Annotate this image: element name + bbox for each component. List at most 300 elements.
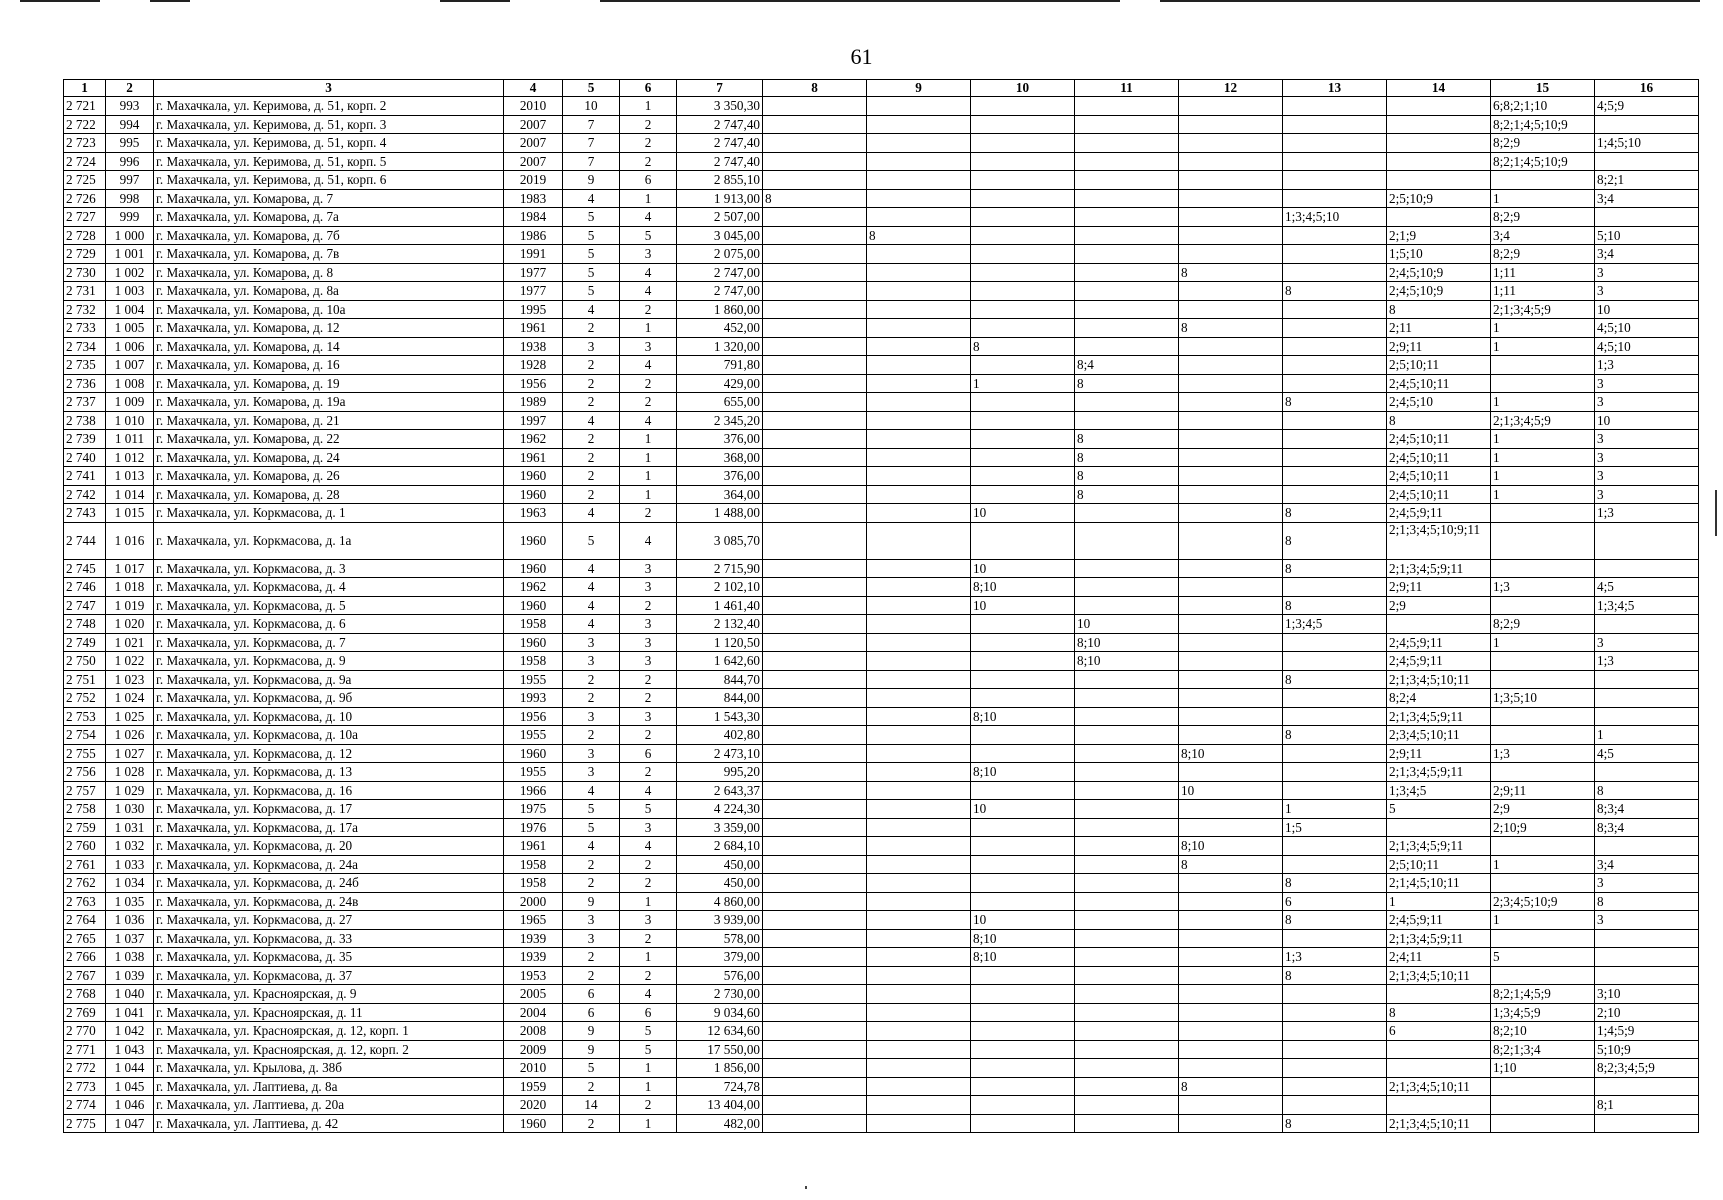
cell-col-15: 1 xyxy=(1491,467,1595,486)
cell-col-9 xyxy=(867,615,971,634)
cell-col-14 xyxy=(1387,134,1491,153)
cell-col-6: 2 xyxy=(620,874,677,893)
cell-col-12: 8 xyxy=(1179,855,1283,874)
cell-col-12 xyxy=(1179,707,1283,726)
cell-col-8 xyxy=(763,393,867,412)
cell-col-9 xyxy=(867,763,971,782)
cell-col-1: 2 736 xyxy=(64,374,106,393)
cell-col-3: г. Махачкала, ул. Комарова, д. 24 xyxy=(154,448,504,467)
cell-col-6: 3 xyxy=(620,578,677,597)
table-row xyxy=(64,1022,1699,1041)
cell-col-6: 6 xyxy=(620,1003,677,1022)
cell-col-12 xyxy=(1179,430,1283,449)
cell-col-3: г. Махачкала, ул. Комарова, д. 28 xyxy=(154,485,504,504)
cell-col-8 xyxy=(763,504,867,523)
cell-col-1: 2 763 xyxy=(64,892,106,911)
cell-col-4: 1939 xyxy=(504,948,563,967)
cell-col-14: 2;1;3;4;5;9;11 xyxy=(1387,707,1491,726)
table-row xyxy=(64,559,1699,578)
cell-col-5: 2 xyxy=(563,485,620,504)
cell-col-7: 3 045,00 xyxy=(677,226,763,245)
cell-col-16: 3;4 xyxy=(1595,855,1699,874)
cell-col-6: 1 xyxy=(620,1114,677,1133)
cell-col-6: 2 xyxy=(620,504,677,523)
cell-col-16: 10 xyxy=(1595,411,1699,430)
cell-col-2: 996 xyxy=(106,152,154,171)
cell-col-5: 9 xyxy=(563,1040,620,1059)
cell-col-10 xyxy=(971,115,1075,134)
cell-col-16: 3 xyxy=(1595,393,1699,412)
cell-col-9 xyxy=(867,800,971,819)
cell-col-1: 2 755 xyxy=(64,744,106,763)
cell-col-13 xyxy=(1283,744,1387,763)
cell-col-3: г. Махачкала, ул. Лаптиева, д. 8а xyxy=(154,1077,504,1096)
cell-col-9 xyxy=(867,430,971,449)
cell-col-10 xyxy=(971,1040,1075,1059)
cell-col-6: 4 xyxy=(620,985,677,1004)
cell-col-2: 1 006 xyxy=(106,337,154,356)
cell-col-1: 2 766 xyxy=(64,948,106,967)
cell-col-8 xyxy=(763,485,867,504)
cell-col-8 xyxy=(763,763,867,782)
cell-col-6: 3 xyxy=(620,337,677,356)
cell-col-5: 4 xyxy=(563,504,620,523)
cell-col-1: 2 760 xyxy=(64,837,106,856)
cell-col-12 xyxy=(1179,152,1283,171)
cell-col-7: 2 747,00 xyxy=(677,263,763,282)
cell-col-8 xyxy=(763,208,867,227)
cell-col-6: 1 xyxy=(620,485,677,504)
cell-col-4: 2000 xyxy=(504,892,563,911)
cell-col-6: 1 xyxy=(620,948,677,967)
cell-col-14: 2;1;3;4;5;9;11 xyxy=(1387,559,1491,578)
cell-col-12 xyxy=(1179,1096,1283,1115)
cell-col-2: 1 024 xyxy=(106,689,154,708)
cell-col-14: 2;1;3;4;5;10;11 xyxy=(1387,1114,1491,1133)
cell-col-11 xyxy=(1075,800,1179,819)
cell-col-1: 2 738 xyxy=(64,411,106,430)
cell-col-3: г. Махачкала, ул. Коркмасова, д. 35 xyxy=(154,948,504,967)
cell-col-9 xyxy=(867,670,971,689)
cell-col-5: 3 xyxy=(563,652,620,671)
cell-col-9 xyxy=(867,781,971,800)
cell-col-1: 2 730 xyxy=(64,263,106,282)
cell-col-14 xyxy=(1387,171,1491,190)
cell-col-15: 1 xyxy=(1491,911,1595,930)
cell-col-13 xyxy=(1283,300,1387,319)
cell-col-12 xyxy=(1179,282,1283,301)
top-scan-rule xyxy=(20,0,100,2)
cell-col-8 xyxy=(763,430,867,449)
cell-col-4: 1986 xyxy=(504,226,563,245)
cell-col-13: 8 xyxy=(1283,726,1387,745)
cell-col-8: 8 xyxy=(763,189,867,208)
cell-col-2: 1 034 xyxy=(106,874,154,893)
cell-col-10 xyxy=(971,189,1075,208)
cell-col-13 xyxy=(1283,1040,1387,1059)
cell-col-14: 2;4;5;10;11 xyxy=(1387,467,1491,486)
column-header-2: 2 xyxy=(106,80,154,97)
cell-col-5: 4 xyxy=(563,189,620,208)
cell-col-6: 1 xyxy=(620,448,677,467)
cell-col-7: 2 747,40 xyxy=(677,115,763,134)
cell-col-12 xyxy=(1179,356,1283,375)
cell-col-7: 2 747,40 xyxy=(677,134,763,153)
cell-col-11 xyxy=(1075,152,1179,171)
cell-col-1: 2 726 xyxy=(64,189,106,208)
cell-col-10: 1 xyxy=(971,374,1075,393)
cell-col-15: 8;2;1;4;5;10;9 xyxy=(1491,152,1595,171)
cell-col-9 xyxy=(867,171,971,190)
cell-col-4: 1983 xyxy=(504,189,563,208)
cell-col-7: 1 860,00 xyxy=(677,300,763,319)
cell-col-8 xyxy=(763,374,867,393)
cell-col-7: 364,00 xyxy=(677,485,763,504)
cell-col-4: 1958 xyxy=(504,874,563,893)
cell-col-9: 8 xyxy=(867,226,971,245)
table-row xyxy=(64,245,1699,264)
cell-col-4: 1960 xyxy=(504,522,563,559)
column-header-14: 14 xyxy=(1387,80,1491,97)
cell-col-8 xyxy=(763,1114,867,1133)
cell-col-3: г. Махачкала, ул. Лаптиева, д. 20а xyxy=(154,1096,504,1115)
cell-col-2: 1 036 xyxy=(106,911,154,930)
cell-col-10: 8 xyxy=(971,337,1075,356)
cell-col-16: 3;4 xyxy=(1595,245,1699,264)
cell-col-15: 2;10;9 xyxy=(1491,818,1595,837)
table-row xyxy=(64,1059,1699,1078)
table-row xyxy=(64,781,1699,800)
cell-col-13 xyxy=(1283,411,1387,430)
cell-col-12 xyxy=(1179,874,1283,893)
cell-col-16: 4;5;10 xyxy=(1595,319,1699,338)
cell-col-4: 1958 xyxy=(504,855,563,874)
cell-col-7: 1 642,60 xyxy=(677,652,763,671)
cell-col-8 xyxy=(763,966,867,985)
cell-col-5: 3 xyxy=(563,337,620,356)
cell-col-11 xyxy=(1075,818,1179,837)
cell-col-5: 3 xyxy=(563,911,620,930)
cell-col-5: 4 xyxy=(563,837,620,856)
table-row xyxy=(64,448,1699,467)
cell-col-10 xyxy=(971,245,1075,264)
cell-col-9 xyxy=(867,744,971,763)
cell-col-5: 9 xyxy=(563,171,620,190)
table-row xyxy=(64,966,1699,985)
cell-col-14: 2;4;5;10;11 xyxy=(1387,430,1491,449)
cell-col-16: 3;4 xyxy=(1595,189,1699,208)
cell-col-16 xyxy=(1595,948,1699,967)
cell-col-4: 1958 xyxy=(504,652,563,671)
cell-col-4: 2010 xyxy=(504,1059,563,1078)
cell-col-10: 8;10 xyxy=(971,929,1075,948)
cell-col-11 xyxy=(1075,1003,1179,1022)
cell-col-2: 1 018 xyxy=(106,578,154,597)
cell-col-10 xyxy=(971,615,1075,634)
cell-col-6: 2 xyxy=(620,689,677,708)
cell-col-16: 4;5;10 xyxy=(1595,337,1699,356)
cell-col-15 xyxy=(1491,966,1595,985)
cell-col-7: 402,80 xyxy=(677,726,763,745)
cell-col-3: г. Махачкала, ул. Коркмасова, д. 37 xyxy=(154,966,504,985)
cell-col-11 xyxy=(1075,1059,1179,1078)
cell-col-9 xyxy=(867,652,971,671)
cell-col-14: 2;1;3;4;5;10;11 xyxy=(1387,670,1491,689)
cell-col-14: 2;4;5;10;11 xyxy=(1387,448,1491,467)
cell-col-8 xyxy=(763,615,867,634)
cell-col-5: 5 xyxy=(563,282,620,301)
cell-col-16 xyxy=(1595,966,1699,985)
cell-col-11 xyxy=(1075,763,1179,782)
cell-col-9 xyxy=(867,948,971,967)
cell-col-8 xyxy=(763,115,867,134)
cell-col-14 xyxy=(1387,615,1491,634)
table-row xyxy=(64,115,1699,134)
cell-col-16 xyxy=(1595,670,1699,689)
cell-col-2: 1 009 xyxy=(106,393,154,412)
cell-col-1: 2 741 xyxy=(64,467,106,486)
cell-col-7: 379,00 xyxy=(677,948,763,967)
cell-col-5: 2 xyxy=(563,448,620,467)
cell-col-8 xyxy=(763,134,867,153)
cell-col-12: 8;10 xyxy=(1179,744,1283,763)
cell-col-16: 4;5 xyxy=(1595,744,1699,763)
cell-col-7: 724,78 xyxy=(677,1077,763,1096)
cell-col-16: 2;10 xyxy=(1595,1003,1699,1022)
cell-col-2: 1 003 xyxy=(106,282,154,301)
cell-col-5: 5 xyxy=(563,800,620,819)
cell-col-8 xyxy=(763,152,867,171)
cell-col-9 xyxy=(867,208,971,227)
cell-col-10 xyxy=(971,781,1075,800)
cell-col-6: 3 xyxy=(620,911,677,930)
cell-col-14: 2;9;11 xyxy=(1387,578,1491,597)
cell-col-11 xyxy=(1075,263,1179,282)
cell-col-9 xyxy=(867,411,971,430)
cell-col-15 xyxy=(1491,374,1595,393)
cell-col-11: 8 xyxy=(1075,485,1179,504)
cell-col-13 xyxy=(1283,189,1387,208)
cell-col-2: 1 025 xyxy=(106,707,154,726)
cell-col-9 xyxy=(867,448,971,467)
cell-col-7: 3 085,70 xyxy=(677,522,763,559)
cell-col-7: 17 550,00 xyxy=(677,1040,763,1059)
cell-col-3: г. Махачкала, ул. Коркмасова, д. 1 xyxy=(154,504,504,523)
cell-col-16: 3 xyxy=(1595,485,1699,504)
cell-col-11: 8;10 xyxy=(1075,633,1179,652)
cell-col-8 xyxy=(763,467,867,486)
cell-col-16: 3 xyxy=(1595,263,1699,282)
cell-col-1: 2 737 xyxy=(64,393,106,412)
cell-col-5: 3 xyxy=(563,633,620,652)
cell-col-9 xyxy=(867,374,971,393)
cell-col-4: 2007 xyxy=(504,115,563,134)
cell-col-1: 2 735 xyxy=(64,356,106,375)
cell-col-13 xyxy=(1283,689,1387,708)
cell-col-1: 2 751 xyxy=(64,670,106,689)
cell-col-6: 5 xyxy=(620,226,677,245)
cell-col-15: 8;2;9 xyxy=(1491,615,1595,634)
cell-col-2: 1 039 xyxy=(106,966,154,985)
cell-col-15 xyxy=(1491,929,1595,948)
cell-col-16 xyxy=(1595,837,1699,856)
cell-col-6: 2 xyxy=(620,374,677,393)
cell-col-10 xyxy=(971,670,1075,689)
cell-col-1: 2 722 xyxy=(64,115,106,134)
cell-col-3: г. Махачкала, ул. Керимова, д. 51, корп. 6 xyxy=(154,171,504,190)
cell-col-7: 429,00 xyxy=(677,374,763,393)
cell-col-1: 2 724 xyxy=(64,152,106,171)
cell-col-7: 655,00 xyxy=(677,393,763,412)
scan-edge-mark xyxy=(1715,490,1717,536)
cell-col-16: 8;2;3;4;5;9 xyxy=(1595,1059,1699,1078)
cell-col-4: 1928 xyxy=(504,356,563,375)
cell-col-13 xyxy=(1283,171,1387,190)
cell-col-6: 5 xyxy=(620,800,677,819)
cell-col-7: 844,00 xyxy=(677,689,763,708)
cell-col-8 xyxy=(763,929,867,948)
column-header-7: 7 xyxy=(677,80,763,97)
cell-col-1: 2 752 xyxy=(64,689,106,708)
cell-col-2: 1 044 xyxy=(106,1059,154,1078)
cell-col-12 xyxy=(1179,818,1283,837)
cell-col-2: 994 xyxy=(106,115,154,134)
cell-col-6: 1 xyxy=(620,430,677,449)
cell-col-5: 4 xyxy=(563,781,620,800)
cell-col-9 xyxy=(867,152,971,171)
cell-col-11 xyxy=(1075,837,1179,856)
cell-col-3: г. Махачкала, ул. Крылова, д. 38б xyxy=(154,1059,504,1078)
cell-col-14: 1;3;4;5 xyxy=(1387,781,1491,800)
cell-col-11 xyxy=(1075,707,1179,726)
cell-col-12: 10 xyxy=(1179,781,1283,800)
cell-col-12: 8 xyxy=(1179,1077,1283,1096)
cell-col-9 xyxy=(867,578,971,597)
cell-col-8 xyxy=(763,948,867,967)
cell-col-5: 5 xyxy=(563,226,620,245)
cell-col-8 xyxy=(763,855,867,874)
cell-col-15 xyxy=(1491,1096,1595,1115)
cell-col-4: 2019 xyxy=(504,171,563,190)
cell-col-7: 1 320,00 xyxy=(677,337,763,356)
cell-col-14 xyxy=(1387,985,1491,1004)
cell-col-10: 10 xyxy=(971,596,1075,615)
cell-col-2: 1 002 xyxy=(106,263,154,282)
table-row xyxy=(64,374,1699,393)
cell-col-14: 2;4;11 xyxy=(1387,948,1491,967)
cell-col-15: 1;3;5;10 xyxy=(1491,689,1595,708)
cell-col-13 xyxy=(1283,1059,1387,1078)
cell-col-3: г. Махачкала, ул. Красноярская, д. 9 xyxy=(154,985,504,1004)
cell-col-15 xyxy=(1491,707,1595,726)
cell-col-13: 8 xyxy=(1283,596,1387,615)
cell-col-1: 2 758 xyxy=(64,800,106,819)
cell-col-16 xyxy=(1595,522,1699,559)
cell-col-1: 2 753 xyxy=(64,707,106,726)
cell-col-9 xyxy=(867,97,971,116)
cell-col-14 xyxy=(1387,818,1491,837)
cell-col-11 xyxy=(1075,1077,1179,1096)
table-row xyxy=(64,800,1699,819)
cell-col-2: 1 037 xyxy=(106,929,154,948)
table-row xyxy=(64,892,1699,911)
cell-col-12 xyxy=(1179,670,1283,689)
cell-col-5: 5 xyxy=(563,1059,620,1078)
cell-col-1: 2 731 xyxy=(64,282,106,301)
table-row xyxy=(64,356,1699,375)
cell-col-3: г. Махачкала, ул. Комарова, д. 19 xyxy=(154,374,504,393)
cell-col-16 xyxy=(1595,707,1699,726)
cell-col-4: 1956 xyxy=(504,707,563,726)
cell-col-11 xyxy=(1075,781,1179,800)
cell-col-6: 2 xyxy=(620,134,677,153)
cell-col-8 xyxy=(763,596,867,615)
cell-col-4: 1960 xyxy=(504,596,563,615)
cell-col-12 xyxy=(1179,115,1283,134)
cell-col-3: г. Махачкала, ул. Коркмасова, д. 7 xyxy=(154,633,504,652)
cell-col-5: 2 xyxy=(563,855,620,874)
cell-col-1: 2 757 xyxy=(64,781,106,800)
cell-col-11 xyxy=(1075,189,1179,208)
cell-col-15: 2;1;3;4;5;9 xyxy=(1491,411,1595,430)
cell-col-8 xyxy=(763,670,867,689)
cell-col-7: 791,80 xyxy=(677,356,763,375)
cell-col-9 xyxy=(867,837,971,856)
cell-col-14: 2;1;3;4;5;10;9;11 xyxy=(1387,522,1491,559)
cell-col-7: 1 543,30 xyxy=(677,707,763,726)
cell-col-5: 3 xyxy=(563,707,620,726)
cell-col-2: 999 xyxy=(106,208,154,227)
cell-col-13: 1 xyxy=(1283,800,1387,819)
cell-col-12 xyxy=(1179,337,1283,356)
table-row xyxy=(64,411,1699,430)
cell-col-2: 1 015 xyxy=(106,504,154,523)
cell-col-8 xyxy=(763,1003,867,1022)
cell-col-2: 1 005 xyxy=(106,319,154,338)
cell-col-1: 2 750 xyxy=(64,652,106,671)
cell-col-13: 1;5 xyxy=(1283,818,1387,837)
cell-col-15: 6;8;2;1;10 xyxy=(1491,97,1595,116)
cell-col-16: 5;10;9 xyxy=(1595,1040,1699,1059)
cell-col-3: г. Махачкала, ул. Комарова, д. 7б xyxy=(154,226,504,245)
cell-col-4: 1976 xyxy=(504,818,563,837)
cell-col-15: 8;2;9 xyxy=(1491,134,1595,153)
cell-col-7: 9 034,60 xyxy=(677,1003,763,1022)
cell-col-12 xyxy=(1179,929,1283,948)
cell-col-11 xyxy=(1075,115,1179,134)
cell-col-5: 4 xyxy=(563,578,620,597)
cell-col-5: 2 xyxy=(563,689,620,708)
cell-col-10 xyxy=(971,874,1075,893)
cell-col-1: 2 761 xyxy=(64,855,106,874)
cell-col-15 xyxy=(1491,1077,1595,1096)
cell-col-15: 1;11 xyxy=(1491,282,1595,301)
cell-col-11: 8;4 xyxy=(1075,356,1179,375)
table-row xyxy=(64,226,1699,245)
cell-col-13: 8 xyxy=(1283,393,1387,412)
cell-col-2: 998 xyxy=(106,189,154,208)
cell-col-3: г. Махачкала, ул. Коркмасова, д. 6 xyxy=(154,615,504,634)
cell-col-14 xyxy=(1387,97,1491,116)
cell-col-2: 1 000 xyxy=(106,226,154,245)
cell-col-10 xyxy=(971,152,1075,171)
cell-col-15: 8;2;10 xyxy=(1491,1022,1595,1041)
cell-col-7: 1 856,00 xyxy=(677,1059,763,1078)
cell-col-10 xyxy=(971,966,1075,985)
cell-col-1: 2 734 xyxy=(64,337,106,356)
cell-col-6: 4 xyxy=(620,356,677,375)
cell-col-13: 8 xyxy=(1283,670,1387,689)
